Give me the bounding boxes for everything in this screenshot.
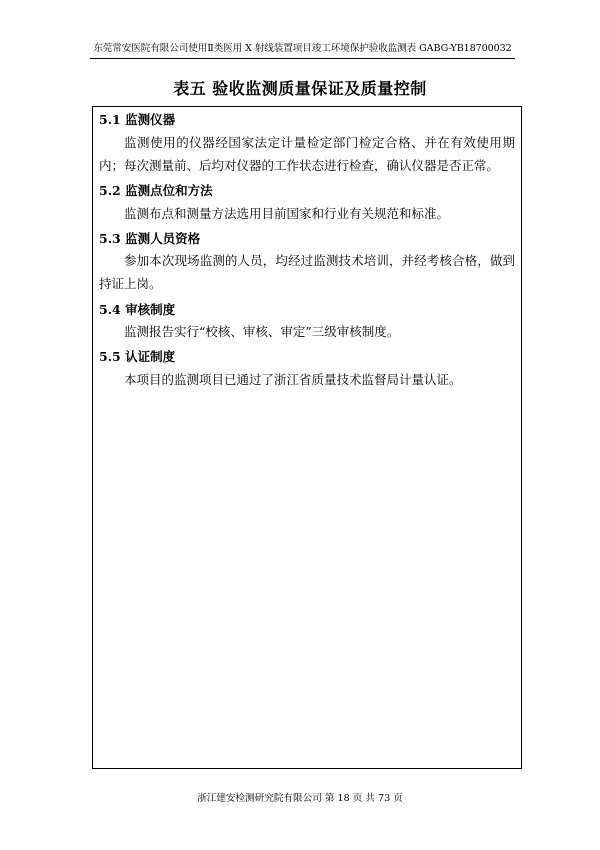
running-header: 东莞常安医院有限公司使用Ⅱ类医用 X 射线装置项目竣工环境保护验收监测表 GABG-YB18700032 [93, 43, 512, 54]
section-body-5-2: 监测布点和测量方法选用目前国家和行业有关规范和标准。 [124, 206, 450, 221]
section-body-5-3: 参加本次现场监测的人员，均经过监测技术培训，并经考核合格，做到持证上岗。 [99, 253, 515, 291]
section-body-5-1: 监测使用的仪器经国家法定计量检定部门检定合格、并在有效使用期内；每次测量前、后均对仪器的工作状态进行检查，确认仪器是否正常。 [99, 135, 515, 173]
section-heading-5-3: 5.3 监测人员资格 [99, 231, 201, 246]
section-heading-5-5: 5.5 认证制度 [99, 349, 176, 364]
section-heading-5-4: 5.4 审核制度 [99, 302, 176, 317]
content-table [92, 106, 522, 769]
section-heading-5-2: 5.2 监测点位和方法 [99, 183, 213, 198]
section-body-5-5: 本项目的监测项目已通过了浙江省质量技术监督局计量认证。 [124, 372, 462, 387]
page-footer: 浙江建安检测研究院有限公司 第 18 页 共 73 页 [197, 793, 403, 804]
header-rule [90, 58, 515, 59]
section-heading-5-1: 5.1 监测仪器 [99, 112, 176, 127]
section-body-5-4: 监测报告实行“校核、审核、审定”三级审核制度。 [124, 324, 400, 339]
page-title: 表五 验收监测质量保证及质量控制 [173, 79, 427, 98]
